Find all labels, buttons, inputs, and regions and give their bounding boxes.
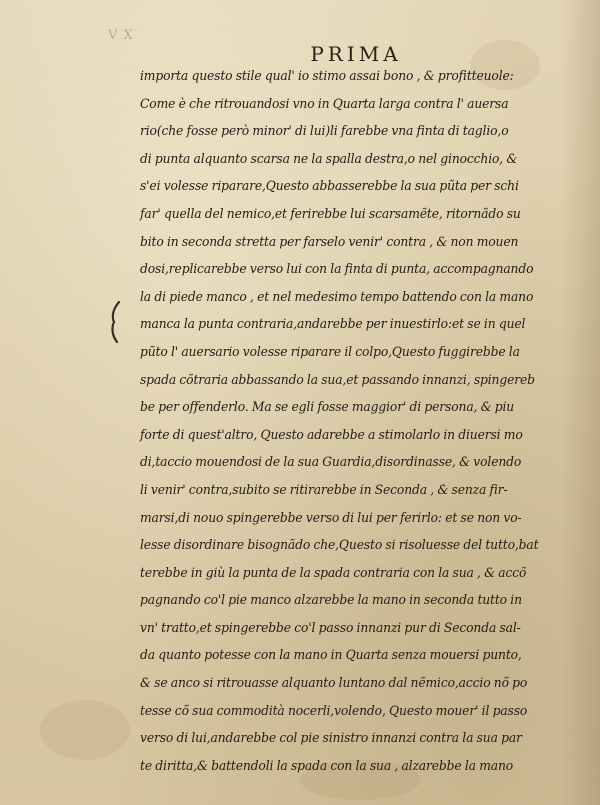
marginal-bracket-mark [108,300,122,344]
text-line: manca la punta contraria,andarebbe per inuestirlo:et se in quel [140,317,526,333]
text-line: te diritta,& battendoli la spada con la sua , alzarebbe la mano [140,758,514,774]
text-line: pagnando co'l pie manco alzarebbe la mano in seconda tutto in [140,593,522,609]
text-line: tesse cõ sua commodità nocerli,volendo, Questo mouer' il passo [140,703,528,719]
text-line: be per offenderlo. Ma se egli fosse maggior' di persona, & piu [140,400,515,416]
text-line: dosi,replicarebbe verso lui con la finta di punta, accompagnando [140,262,534,278]
page-edge-shadow [560,0,600,805]
text-line: li venir' contra,subito se ritirarebbe in Seconda , & senza fir- [140,482,508,498]
body-text [140,63,560,780]
text-line: marsi,di nouo spingerebbe verso di lui per ferirlo: et se non vo- [140,510,522,526]
text-line: pũto l' auersario volesse riparare il colpo,Questo fuggirebbe la [140,344,520,360]
text-line: Come è che ritrouandosi vno in Quarta larga contra l' auersa [140,96,509,112]
text-line: da quanto potesse con la mano in Quarta senza mouersi punto, [140,648,522,664]
text-line: rio(che fosse però minor' di lui)li farebbe vna finta di taglio,o [140,124,509,140]
text-line: terebbe in giù la punta de la spada contraria con la sua , & accõ [140,565,527,581]
running-head-text: PRIMA [310,42,402,66]
text-line: di punta alquanto scarsa ne la spalla destra,o nel ginocchio, & [140,151,518,167]
text-line: far' quella del nemico,et ferirebbe lui scarsamẽte, ritornãdo su [140,206,521,222]
text-line: verso di lui,andarebbe col pie sinistro innanzi contra la sua par [140,731,522,747]
text-line: forte di quest'altro, Questo adarebbe a stimolarlo in diuersi mo [140,427,523,443]
text-line: & se anco si ritrouasse alquanto luntano dal nẽmico,accio nõ po [140,676,528,692]
text-line: s'ei volesse riparare,Questo abbasserebbe la sua pũta per schi [140,179,519,195]
text-line: lesse disordinare bisognãdo che,Questo si risoluesse del tutto,bat [140,538,539,554]
text-line: la di piede manco , et nel medesimo tempo battendo con la mano [140,289,534,305]
corner-mark: V X [108,28,134,43]
text-line: importa questo stile qual' io stimo assai bono , & profitteuole: [140,69,514,84]
text-line: spada cõtraria abbassando la sua,et passando innanzi, spingereb [140,372,535,388]
text-line: vn' tratto,et spingerebbe co'l passo innanzi pur di Seconda sal- [140,620,521,636]
text-line: di,taccio mouendosi de la sua Guardia,disordinasse, & volendo [140,455,522,471]
paper-stain [40,700,130,760]
text-line: bito in seconda stretta per farselo venir' contra , & non mouen [140,234,519,250]
